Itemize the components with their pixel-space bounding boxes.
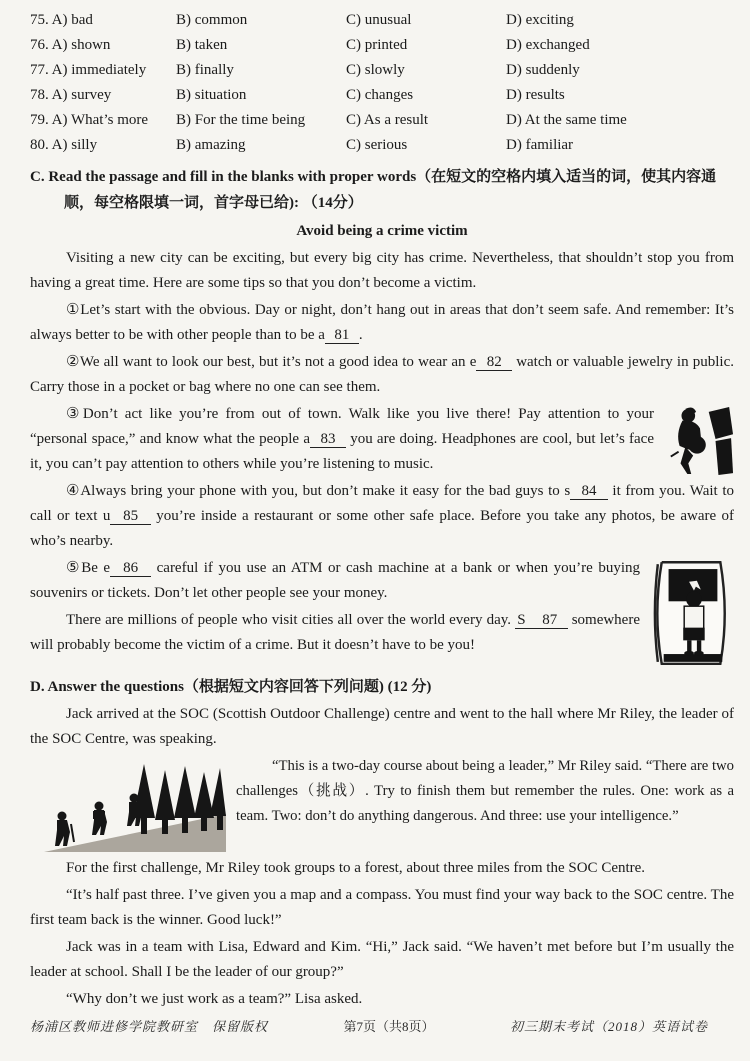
text-run: ③Don’t act like you’re from out of town. Walk like you live there! Pay attention to your “personal space,” and know what the people a [30, 406, 654, 447]
mcq-option-a: 80. A) silly [30, 137, 98, 153]
section-c-heading: C. Read the passage and fill in the blanks with proper words（在短文的空格内填入适当的词，使其内容通顺，每空格限填一词，首字母已给): （14分） [30, 169, 717, 211]
section-d-intro: Jack arrived at the SOC (Scottish Outdoor Challenge) centre and went to the hall where Mr Riley, the leader of the SOC Centre, was speaking. [30, 706, 734, 747]
footer-exam-title: 初三期末考试（2018）英语试卷 [509, 1019, 708, 1034]
mcq-option-d: D) exchanged [506, 37, 590, 53]
text-run: you’re inside a restaurant or some other safe place. Before you take any photos, be aware of who’s nearby. [30, 508, 735, 549]
mcq-option-d: D) suddenly [506, 62, 580, 78]
mcq-option-c: C) printed [346, 37, 408, 53]
mcq-row-77 [30, 58, 734, 83]
mcq-option-b: B) taken [176, 37, 228, 53]
hikers-clipart-icon [44, 758, 226, 854]
mcq-option-b: B) amazing [176, 137, 246, 153]
mcq-option-d: D) familiar [506, 137, 574, 153]
riley-quote: “This is a two-day course about being a leader,” Mr Riley said. “There are two challenges（挑战）. Try to finish them but remember the rules. One: work as a team. Two: don’t do anything dangerous. And three: use your intelligence.” [236, 758, 734, 824]
text-run: . [358, 327, 363, 343]
mcq-option-d: D) results [506, 87, 565, 103]
mcq-option-a: 77. A) immediately [30, 62, 147, 78]
text-run: watch or valuable jewelry in public. Carry those in a pocket or bag where no one can see them. [30, 354, 735, 395]
mcq-option-b: B) finally [176, 62, 234, 78]
blank-84: 84 [572, 483, 606, 499]
text-run: it from you. Wait to call or text u [30, 483, 735, 524]
mcq-option-a: 75. A) bad [30, 12, 93, 28]
blank-83: 83 [311, 431, 344, 447]
mcq-option-c: C) unusual [346, 12, 412, 28]
footer-copyright: 杨浦区教师进修学院教研室 保留版权 [30, 1019, 269, 1034]
section-d-p5: Jack was in a team with Lisa, Edward and Kim. “Hi,” Jack said. “We haven’t met before but I’m usually the leader at school. Shall I be the leader of our group?” [30, 939, 734, 980]
text-run: careful if you use an ATM or cash machine at a bank or when you’re buying souvenirs or tickets. Don’t let other people see your money. [30, 560, 641, 601]
mcq-option-b: B) situation [176, 87, 247, 103]
mcq-row-76 [30, 33, 734, 58]
blank-85: 85 [112, 508, 149, 524]
passage-intro: Visiting a new city can be exciting, but every big city has crime. Nevertheless, that shouldn’t stop you from having a great time. Here are some tips so that you don’t become a victim. [30, 250, 734, 291]
passage-item-3 [30, 402, 734, 477]
passage-item-4 [30, 479, 734, 554]
mcq-option-a: 78. A) survey [30, 87, 112, 103]
mcq-row-80 [30, 133, 734, 158]
blank-82: 82 [478, 354, 511, 370]
mcq-option-a: 79. A) What’s more [30, 112, 149, 128]
atm-text-wrap [30, 556, 734, 670]
text-run: ④Always bring your phone with you, but don’t make it easy for the bad guys to s [66, 483, 571, 499]
section-d-p6: “Why don’t we just work as a team?” Lisa asked. [66, 991, 363, 1007]
section-d-p3: For the first challenge, Mr Riley took groups to a forest, about three miles from the SOC Centre. [66, 860, 646, 876]
mcq-option-c: C) serious [346, 137, 408, 153]
passage-closing [30, 608, 734, 658]
passage-item-1 [30, 298, 734, 348]
mcq-option-b: B) common [176, 12, 248, 28]
section-d-p4: “It’s half past three. I’ve given you a map and a compass. You must find your way back to the SOC centre. The first team back is the winner. Good luck!” [30, 887, 734, 928]
mcq-row-75 [30, 8, 734, 33]
atm-clipart-icon [650, 558, 734, 670]
text-run: you are doing. Headphones are cool, but let’s face it, you can’t pay attention to others while you’re listening to music. [30, 431, 655, 472]
passage-item-2 [30, 350, 734, 400]
passage-title: Avoid being a crime victim [296, 223, 468, 239]
blank-86: 86 [112, 560, 150, 576]
mcq-option-c: C) As a result [346, 112, 429, 128]
mcq-option-d: D) At the same time [506, 112, 627, 128]
mcq-option-c: C) slowly [346, 62, 405, 78]
text-run: ②We all want to look our best, but it’s not a good idea to wear an e [66, 354, 477, 370]
blank-87: S 87 [517, 612, 566, 628]
hikers-text-block [30, 754, 734, 854]
text-run: ①Let’s start with the obvious. Day or night, don’t hang out in areas that don’t seem safe. And remember: It’s always better to be with other people than to be a [30, 302, 734, 343]
section-d-heading: D. Answer the questions（根据短文内容回答下列问题) (12 分) [30, 679, 432, 695]
mcq-options-block [30, 8, 734, 158]
page-footer [30, 1016, 708, 1035]
mcq-option-d: D) exciting [506, 12, 574, 28]
mcq-option-a: 76. A) shown [30, 37, 111, 53]
text-run: ⑤Be e [66, 560, 111, 576]
mcq-option-c: C) changes [346, 87, 414, 103]
text-run: There are millions of people who visit cities all over the world every day. [66, 612, 516, 628]
mcq-row-78 [30, 83, 734, 108]
blank-81: 81 [326, 327, 357, 343]
mcq-option-b: B) For the time being [176, 112, 306, 128]
mcq-row-79 [30, 108, 734, 133]
walker-clipart-icon [664, 405, 734, 477]
footer-page-number: 第7页（共8页） [343, 1019, 435, 1034]
passage-item-5 [30, 556, 734, 606]
text-run: somewhere will probably become the victim of a crime. But it doesn’t have to be you! [30, 612, 640, 653]
